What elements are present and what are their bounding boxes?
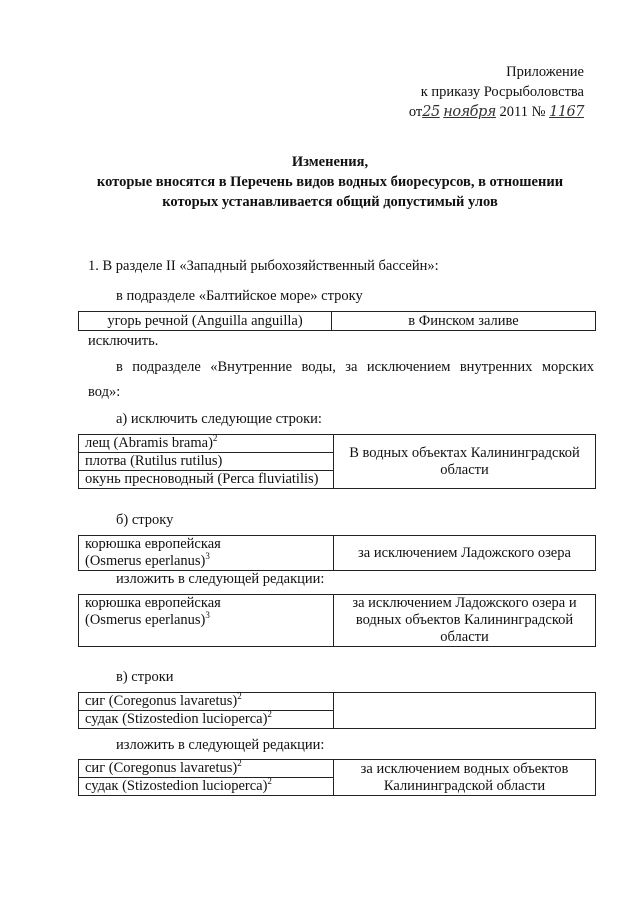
order-reference: к приказу Росрыболовства [420,84,584,100]
date-prefix: от [408,104,423,120]
handwritten-month: ноября [443,104,496,120]
species-name-line-2: (Osmerus eperlanus) [85,553,206,569]
footnote-mark: 3 [205,610,210,621]
title-line-1: Изменения, [291,154,369,170]
subsection-baltic: в подразделе «Балтийское море» строку [116,288,363,304]
order-date-number [409,102,584,122]
table-v-original [78,692,596,729]
species-cell [79,435,334,453]
footnote-mark: 3 [205,551,210,562]
species-name: судак (Stizostedion lucioperca) [85,778,268,794]
species-cell [79,453,334,471]
table-row [79,536,596,571]
handwritten-order-number: 1167 [549,104,584,120]
restate-label-1: изложить в следующей редакции: [116,571,325,587]
species-name: сиг (Coregonus lavaretus) [85,693,238,709]
document-title [60,152,600,212]
appendix-label: Приложение [506,64,584,80]
table-row [79,312,596,331]
subsection-inland-line1: в подразделе «Внутренние воды, за исключением внутренних морских [116,359,594,375]
table-row [79,595,596,647]
species-name: плотва (Rutilus rutilus) [85,453,223,469]
exclude-text: исключить. [88,333,159,349]
title-line-2: которые вносятся в Перечень видов водных биоресурсов, в отношении [96,174,564,190]
area-cell [334,760,596,796]
subsection-inland-line2: вод»: [88,384,121,400]
footnote-mark: 2 [267,776,272,787]
area-line-1: за исключением водных объектов [360,760,569,777]
footnote-mark: 2 [237,758,242,769]
species-cell [79,711,334,729]
species-name-line-1: корюшка европейская [85,595,221,611]
footnote-mark: 2 [237,691,242,702]
species-name: судак (Stizostedion lucioperca) [85,711,268,727]
species-cell [79,693,334,711]
table-b-original [78,535,596,571]
species-name-line-2: (Osmerus eperlanus) [85,612,206,628]
species-name-line-1: корюшка европейская [85,536,221,552]
footnote-mark: 2 [267,709,272,720]
table-b-revised [78,594,596,647]
title-line-3: которых устанавливается общий допустимый улов [162,194,498,210]
table-row [79,760,596,778]
species-name: сиг (Coregonus lavaretus) [85,760,238,776]
item-b-label: б) строку [116,512,174,528]
species-name: окунь пресноводный (Perca fluviatilis) [85,471,319,487]
species-cell [79,760,334,778]
species-cell [79,595,334,647]
area-line-2: Калининградской области [383,777,546,794]
table-row [79,693,596,711]
table-baltic [78,311,596,331]
species-cell [79,471,334,489]
appendix-header [409,62,584,122]
table-row [79,435,596,453]
year-and-number-label: 2011 № [499,104,546,120]
item-v-label: в) строки [116,669,174,685]
area-cell: в Финском заливе [332,312,596,331]
area-line-2: водных объектов Калининградской [355,612,574,628]
area-line-1: В водных объектах Калининградской [349,444,580,461]
item-a-label: а) исключить следующие строки: [116,411,322,427]
area-cell: за исключением Ладожского озера [334,536,596,571]
handwritten-day: 25 [422,104,440,120]
area-cell [334,435,596,489]
restate-label-2: изложить в следующей редакции: [116,737,325,753]
footnote-mark: 2 [212,433,218,444]
species-cell [79,778,334,796]
section-heading: 1. В разделе II «Западный рыбохозяйственный бассейн»: [88,258,439,274]
area-line-2: области [440,461,489,478]
area-line-1: за исключением Ладожского озера и [352,595,577,611]
species-name: лещ (Abramis brama) [85,435,213,451]
species-cell: угорь речной (Anguilla anguilla) [79,312,332,331]
area-line-3: области [440,629,489,645]
species-cell [79,536,334,571]
area-cell [334,595,596,647]
table-a [78,434,596,489]
table-v-revised [78,759,596,796]
area-cell-empty [334,693,596,729]
